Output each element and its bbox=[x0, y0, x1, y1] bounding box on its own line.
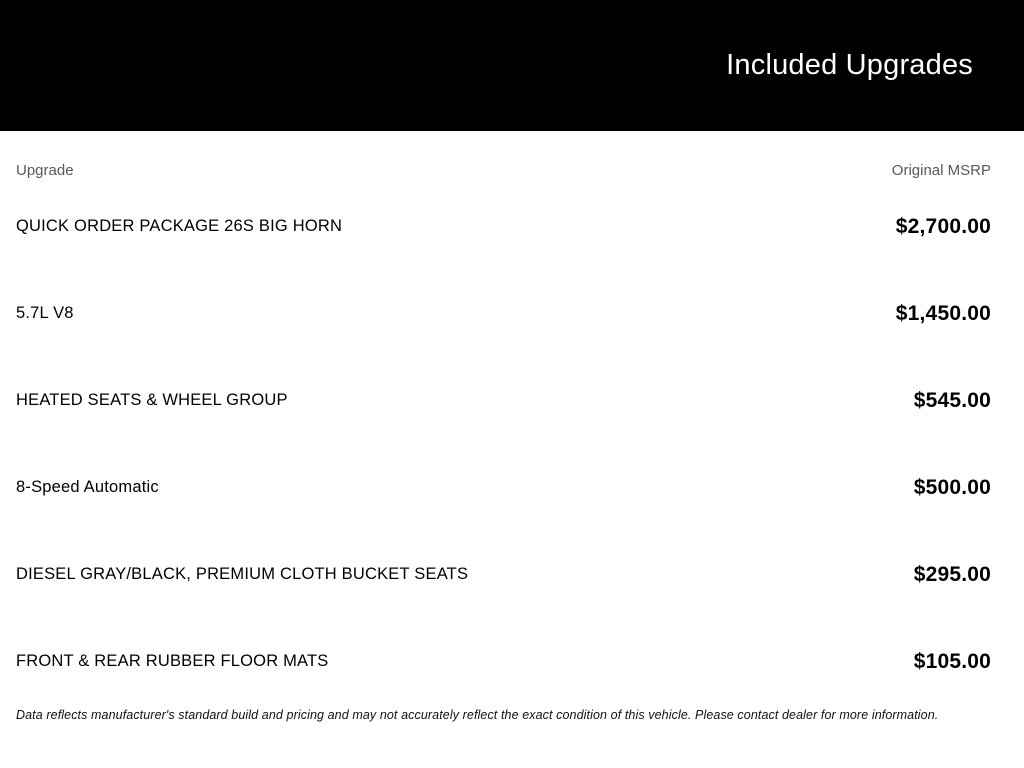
upgrade-name: 8-Speed Automatic bbox=[16, 478, 159, 496]
page-title: Included Upgrades bbox=[726, 49, 973, 81]
upgrades-table bbox=[0, 131, 1024, 722]
upgrade-price: $1,450.00 bbox=[895, 301, 991, 325]
page-header bbox=[0, 0, 1024, 131]
upgrade-name: FRONT & REAR RUBBER FLOOR MATS bbox=[16, 652, 329, 670]
upgrade-name: QUICK ORDER PACKAGE 26S BIG HORN bbox=[16, 217, 343, 235]
table-row bbox=[16, 618, 991, 705]
column-header-upgrade: Upgrade bbox=[16, 162, 74, 179]
upgrade-list bbox=[16, 183, 991, 705]
upgrade-price: $500.00 bbox=[913, 475, 991, 499]
table-column-headers bbox=[16, 131, 991, 183]
table-row bbox=[16, 183, 991, 270]
table-row bbox=[16, 357, 991, 444]
upgrade-name: 5.7L V8 bbox=[16, 304, 74, 322]
column-header-msrp: Original MSRP bbox=[891, 162, 991, 179]
upgrade-price: $105.00 bbox=[913, 649, 991, 673]
upgrade-name: HEATED SEATS & WHEEL GROUP bbox=[16, 391, 288, 409]
table-row bbox=[16, 444, 991, 531]
disclaimer-text: Data reflects manufacturer's standard build and pricing and may not accurately reflect the exact condition of this vehicle. Please contact dealer for more information. bbox=[16, 708, 939, 722]
upgrade-price: $545.00 bbox=[913, 388, 991, 412]
upgrade-price: $295.00 bbox=[913, 562, 991, 586]
table-row bbox=[16, 531, 991, 618]
upgrade-name: DIESEL GRAY/BLACK, PREMIUM CLOTH BUCKET SEATS bbox=[16, 565, 469, 583]
upgrade-price: $2,700.00 bbox=[895, 214, 991, 238]
table-row bbox=[16, 270, 991, 357]
